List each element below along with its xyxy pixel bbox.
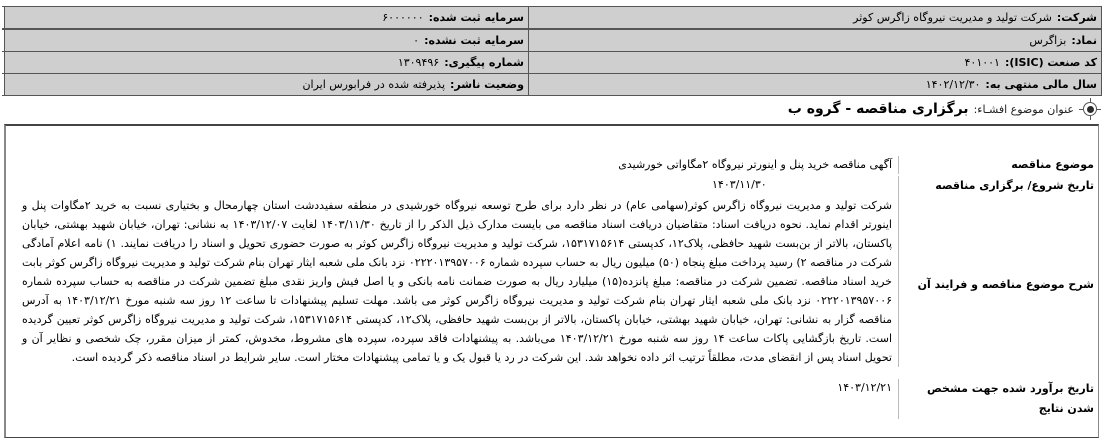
- unregistered-capital-value: ۰: [413, 34, 420, 47]
- company-header-table: [2, 6, 1102, 96]
- header-row-4: [2, 74, 1102, 96]
- result-date-label: تاریخ برآورد شده جهت مشخص شدن نتایج: [898, 379, 1098, 419]
- publisher-status-cell: [4, 74, 528, 95]
- subject-row: [618, 156, 1098, 174]
- result-date-value: ۱۴۰۳/۱۲/۲۱: [837, 381, 892, 394]
- registered-capital-cell: [4, 7, 528, 28]
- registered-capital-label: سرمایه ثبت شده:: [428, 11, 524, 24]
- unregistered-capital-label: سرمایه ثبت نشده:: [424, 34, 524, 47]
- description-label: شرح موضوع مناقصه و فرایند آن: [898, 196, 1098, 367]
- disclosure-title: [788, 98, 1101, 120]
- unregistered-capital-cell: [4, 30, 528, 51]
- fiscal-year-cell: [528, 74, 1102, 95]
- disclosure-title-prefix: عنوان موضوع افشـاء:: [973, 102, 1074, 116]
- disclosure-title-text: برگزاری مناقصه - گروه ب: [787, 101, 969, 117]
- target-icon: [1079, 98, 1101, 120]
- start-date-value: ۱۴۰۳/۱۱/۳۰: [712, 178, 767, 191]
- description-value: شرکت تولید و مدیریت نیروگاه زاگرس کوثر(سهامی عام) در نظر دارد برای طرح توسعه نیروگاه خورشیدی در منطقه سفیددشت استان چهارمحال و بختیاری نسبت به خرید ۲مگاوات پنل و اینورتر اقدام نماید. نحوه دریافت اسناد: متقاضیان دریافت اسناد مناقصه می بایست مدارک ذیل الذکر را از تاریخ ۱۴۰۳/۱۱/۳۰ لغایت ۱۴۰۳/۱۲/۰۷ به نشانی: تهران، خیابان شهید بهشتی، خیابان پاکستان، بالاتر از بن‌بست شهید حافظی، پلاک۱۲، کدپستی ۱۵۳۱۷۱۵۶۱۴، شرکت تولید و مدیریت نیروگاه زاگرس کوثر به صورت حضوری تحویل و اسناد را دریافت نمایند. ۱) نامه اعلام آمادگی شرکت در مناقصه ۲) رسید پرداخت مبلغ پنجاه (۵۰) میلیون ریال به حساب سپرده شماره ۰۲۲۲۰۱۳۹۵۷۰۰۶ نزد بانک ملی شعبه ایثار تهران بنام شرکت تولید و مدیریت نیروگاه زاگرس کوثر بابت خرید اسناد مناقصه. تضمین شرکت در مناقصه: مبلغ پانزده(۱۵) میلیارد ریال به صورت ضمانت نامه بانکی و یا اصل فیش واریز نقدی مبلغ تضمین شرکت در مناقصه به حساب سپرده شماره ۰۲۲۲۰۱۳۹۵۷۰۰۶ نزد بانک ملی شعبه ایثار تهران بنام شرکت تولید و مدیریت نیروگاه زاگرس کوثر می باشد. مهلت تسلیم پیشنهادات تا ساعت ۱۲ روز سه شنبه مورخ ۱۴۰۳/۱۲/۲۱ به آدرس مناقصه گزار به نشانی: تهران، خیابان شهید بهشتی، خیابان پاکستان، بالاتر از بن‌بست شهید حافظی، پلاک۱۲، کدپستی ۱۵۳۱۷۱۵۶۱۴، شرکت تولید و مدیریت نیروگاه زاگرس کوثر تعیین گردیده است. تاریخ بازگشایی پاکات ساعت ۱۴ روز سه شنبه مورخ ۱۴۰۳/۱۲/۲۱ می‌باشد. به پیشنهادات فاقد سپرده، سپرده های مشروط، مخدوش، کمتر از میزان مقرر، چک شخصی و نظایر آن و تحویل اسناد پس از انقضای مدت، مطلقاً ترتیب اثر داده نخواهد شد. این شرکت در رد یا قبول یک و یا تمامی پیشنهادات مختار است. سایر شرایط در اسناد مناقصه ذکر گردیده است.: [22, 199, 893, 364]
- company-value: شرکت تولید و مدیریت نیروگاه زاگرس کوثر: [853, 11, 1052, 24]
- header-row-3: [2, 52, 1102, 74]
- symbol-cell: [528, 30, 1102, 51]
- publisher-status-value: پذیرفته شده در فرابورس ایران: [302, 78, 446, 91]
- symbol-label: نماد:: [1071, 34, 1097, 47]
- publisher-status-label: وضعیت ناشر:: [450, 78, 524, 91]
- tracking-number-cell: [4, 52, 528, 73]
- description-row: [16, 196, 1098, 367]
- company-cell: [528, 7, 1102, 28]
- isic-cell: [528, 52, 1102, 73]
- company-label: شرکت:: [1056, 11, 1097, 24]
- subject-label: موضوع مناقصه: [898, 156, 1098, 174]
- tender-details-panel: [4, 124, 1099, 438]
- tracking-number-value: ۱۳۰۹۴۹۶: [397, 56, 440, 69]
- isic-label: کد صنعت (ISIC):: [1004, 56, 1097, 69]
- tracking-number-label: شماره پیگیری:: [444, 56, 524, 69]
- header-row-1: [2, 7, 1102, 30]
- start-date-label: تاریخ شروع/ برگزاری مناقصه: [898, 176, 1098, 196]
- registered-capital-value: ۶۰۰۰۰۰۰: [382, 11, 424, 24]
- isic-value: ۴۰۱۰۰۱: [964, 56, 1000, 69]
- subject-value: آگهی مناقصه خرید پنل و اینورتر نیروگاه ۲مگاواتی خورشیدی: [618, 158, 892, 171]
- fiscal-year-label: سال مالی منتهی به:: [985, 78, 1097, 91]
- symbol-value: بزاگرس: [1029, 34, 1067, 47]
- fiscal-year-value: ۱۴۰۲/۱۲/۳۰: [925, 78, 981, 91]
- start-date-row: [712, 176, 1098, 196]
- result-date-row: [822, 379, 1098, 419]
- header-row-2: [2, 30, 1102, 52]
